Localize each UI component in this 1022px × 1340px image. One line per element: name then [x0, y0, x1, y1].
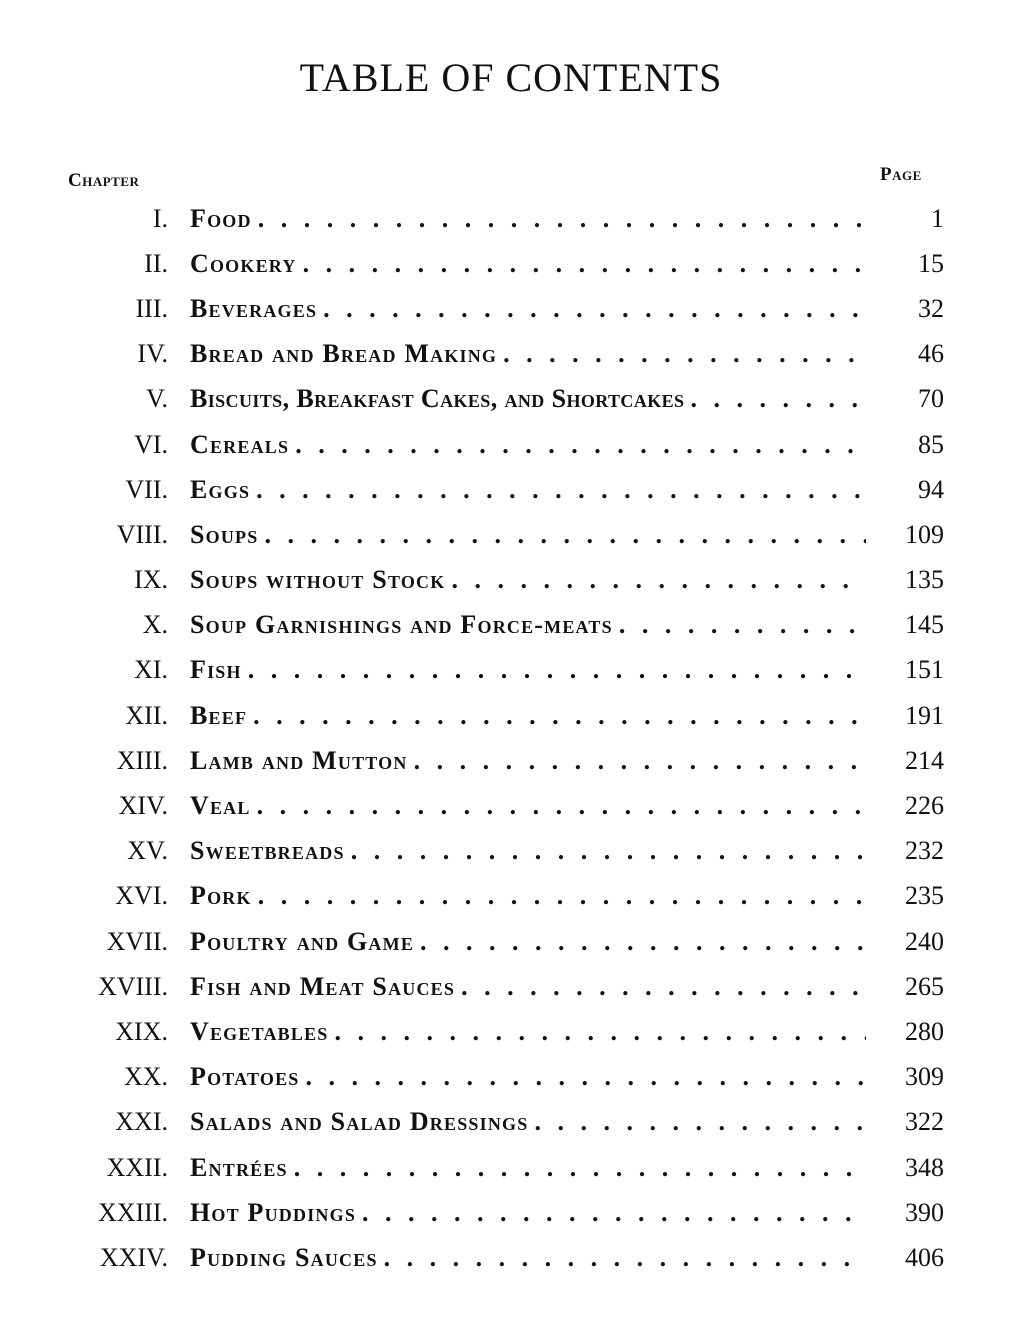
- chapter-title: Fish and Meat Sauces: [190, 971, 456, 1001]
- page-number: 309: [905, 1062, 944, 1092]
- chapter-title: Pudding Sauces: [190, 1242, 378, 1272]
- dot-leader: [362, 1198, 866, 1228]
- chapter-title: Eggs: [190, 474, 251, 504]
- chapter-number: VII.: [125, 474, 168, 504]
- page-number: 191: [905, 700, 944, 730]
- chapter-title: Pork: [190, 881, 252, 911]
- chapter-number: IV.: [137, 339, 168, 369]
- toc-entry: [0, 783, 1022, 828]
- chapter-number: XII.: [125, 700, 168, 730]
- toc-entry: [0, 1009, 1022, 1054]
- chapter-number: XX.: [123, 1062, 168, 1092]
- chapter-title: Sweetbreads: [190, 836, 345, 866]
- chapter-number: IX.: [134, 565, 168, 595]
- chapter-title: Veal: [190, 791, 251, 821]
- chapter-title: Fish: [190, 655, 242, 685]
- dot-leader: [257, 791, 866, 821]
- chapter-number: V.: [146, 384, 168, 414]
- chapter-number: II.: [144, 248, 168, 278]
- dot-leader: [420, 927, 866, 957]
- dot-leader: [323, 294, 866, 324]
- chapter-title: Beef: [190, 700, 248, 730]
- page-number: 235: [905, 881, 944, 911]
- chapter-title: Salads and Salad Dressings: [190, 1107, 529, 1137]
- chapter-number: III.: [135, 293, 168, 323]
- chapter-title: Biscuits, Breakfast Cakes, and Shortcakes: [190, 384, 685, 414]
- page-number: 46: [918, 339, 944, 369]
- toc-list: [0, 196, 1022, 1281]
- dot-leader: [256, 475, 866, 505]
- chapter-title: Beverages: [190, 293, 318, 323]
- page-number: 348: [905, 1152, 944, 1182]
- dot-leader: [258, 204, 866, 234]
- page-title: TABLE OF CONTENTS: [299, 55, 723, 100]
- page-number: 145: [905, 610, 944, 640]
- toc-entry: [0, 286, 1022, 331]
- toc-entry: [0, 964, 1022, 1009]
- toc-entry: [0, 377, 1022, 422]
- page-number: 70: [918, 384, 944, 414]
- toc-entry: [0, 1100, 1022, 1145]
- page-number: 406: [905, 1242, 944, 1272]
- toc-entry: [0, 1055, 1022, 1100]
- chapter-number: XXII.: [106, 1152, 168, 1182]
- chapter-number: XXIV.: [99, 1242, 168, 1272]
- chapter-title: Poultry and Game: [190, 926, 415, 956]
- page-number: 135: [905, 565, 944, 595]
- chapter-number: XIV.: [118, 791, 168, 821]
- chapter-number: XXIII.: [97, 1197, 168, 1227]
- toc-entry: [0, 558, 1022, 603]
- chapter-title: Entrées: [190, 1152, 288, 1182]
- dot-leader: [303, 249, 866, 279]
- toc-entry: [0, 874, 1022, 919]
- dot-leader: [690, 384, 866, 414]
- dot-leader: [264, 520, 866, 550]
- page-number: 15: [918, 248, 944, 278]
- toc-entry: [0, 1190, 1022, 1235]
- dot-leader: [253, 701, 866, 731]
- dot-leader: [351, 836, 866, 866]
- chapter-title: Cookery: [190, 248, 297, 278]
- toc-entry: [0, 422, 1022, 467]
- chapter-number: VIII.: [116, 519, 168, 549]
- dot-leader: [248, 655, 866, 685]
- page-number: 109: [905, 519, 944, 549]
- chapter-number: X.: [142, 610, 168, 640]
- chapter-number: XIII.: [116, 745, 168, 775]
- page-number: 1: [931, 203, 944, 233]
- dot-leader: [335, 1017, 867, 1047]
- toc-entry: [0, 196, 1022, 241]
- dot-leader: [619, 610, 866, 640]
- chapter-title: Potatoes: [190, 1062, 300, 1092]
- dot-leader: [384, 1243, 866, 1273]
- chapter-title: Cereals: [190, 429, 290, 459]
- chapter-number: I.: [152, 203, 168, 233]
- chapter-number: XI.: [134, 655, 168, 685]
- toc-entry: [0, 1145, 1022, 1190]
- chapter-number: XXI.: [115, 1107, 168, 1137]
- chapter-number: XVIII.: [97, 971, 168, 1001]
- dot-leader: [306, 1062, 866, 1092]
- toc-entry: [0, 467, 1022, 512]
- page-number: 151: [905, 655, 944, 685]
- chapter-number: XVI.: [115, 881, 168, 911]
- dot-leader: [295, 430, 866, 460]
- toc-entry: [0, 648, 1022, 693]
- dot-leader: [461, 972, 866, 1002]
- toc-entry: [0, 919, 1022, 964]
- page-number: 32: [918, 293, 944, 323]
- dot-leader: [258, 881, 866, 911]
- page-number: 322: [905, 1107, 944, 1137]
- toc-entry: [0, 512, 1022, 557]
- dot-leader: [534, 1107, 866, 1137]
- page-number: 240: [905, 926, 944, 956]
- chapter-title: Soups: [190, 519, 259, 549]
- page-number: 85: [918, 429, 944, 459]
- chapter-number: VI.: [134, 429, 168, 459]
- toc-entry: [0, 693, 1022, 738]
- toc-entry: [0, 1235, 1022, 1280]
- chapter-title: Vegetables: [190, 1016, 329, 1046]
- page-column-header: Page: [880, 164, 922, 185]
- toc-entry: [0, 603, 1022, 648]
- page-number: 280: [905, 1016, 944, 1046]
- page-number: 94: [918, 474, 944, 504]
- page-number: 390: [905, 1197, 944, 1227]
- toc-entry: [0, 241, 1022, 286]
- chapter-title: Food: [190, 203, 252, 233]
- page-number: 232: [905, 836, 944, 866]
- chapter-title: Lamb and Mutton: [190, 745, 408, 775]
- chapter-number: XV.: [127, 836, 168, 866]
- dot-leader: [451, 565, 866, 595]
- chapter-column-header: Chapter: [68, 170, 140, 191]
- page-number: 226: [905, 791, 944, 821]
- page-number: 214: [905, 745, 944, 775]
- toc-entry: [0, 829, 1022, 874]
- chapter-number: XIX.: [115, 1016, 168, 1046]
- chapter-title: Soup Garnishings and Force-meats: [190, 610, 613, 640]
- chapter-title: Bread and Bread Making: [190, 339, 498, 369]
- chapter-title: Hot Puddings: [190, 1197, 357, 1227]
- page-number: 265: [905, 971, 944, 1001]
- dot-leader: [294, 1153, 866, 1183]
- dot-leader: [503, 339, 866, 369]
- toc-entry: [0, 332, 1022, 377]
- toc-entry: [0, 738, 1022, 783]
- chapter-number: XVII.: [106, 926, 168, 956]
- chapter-title: Soups without Stock: [190, 565, 446, 595]
- dot-leader: [414, 746, 866, 776]
